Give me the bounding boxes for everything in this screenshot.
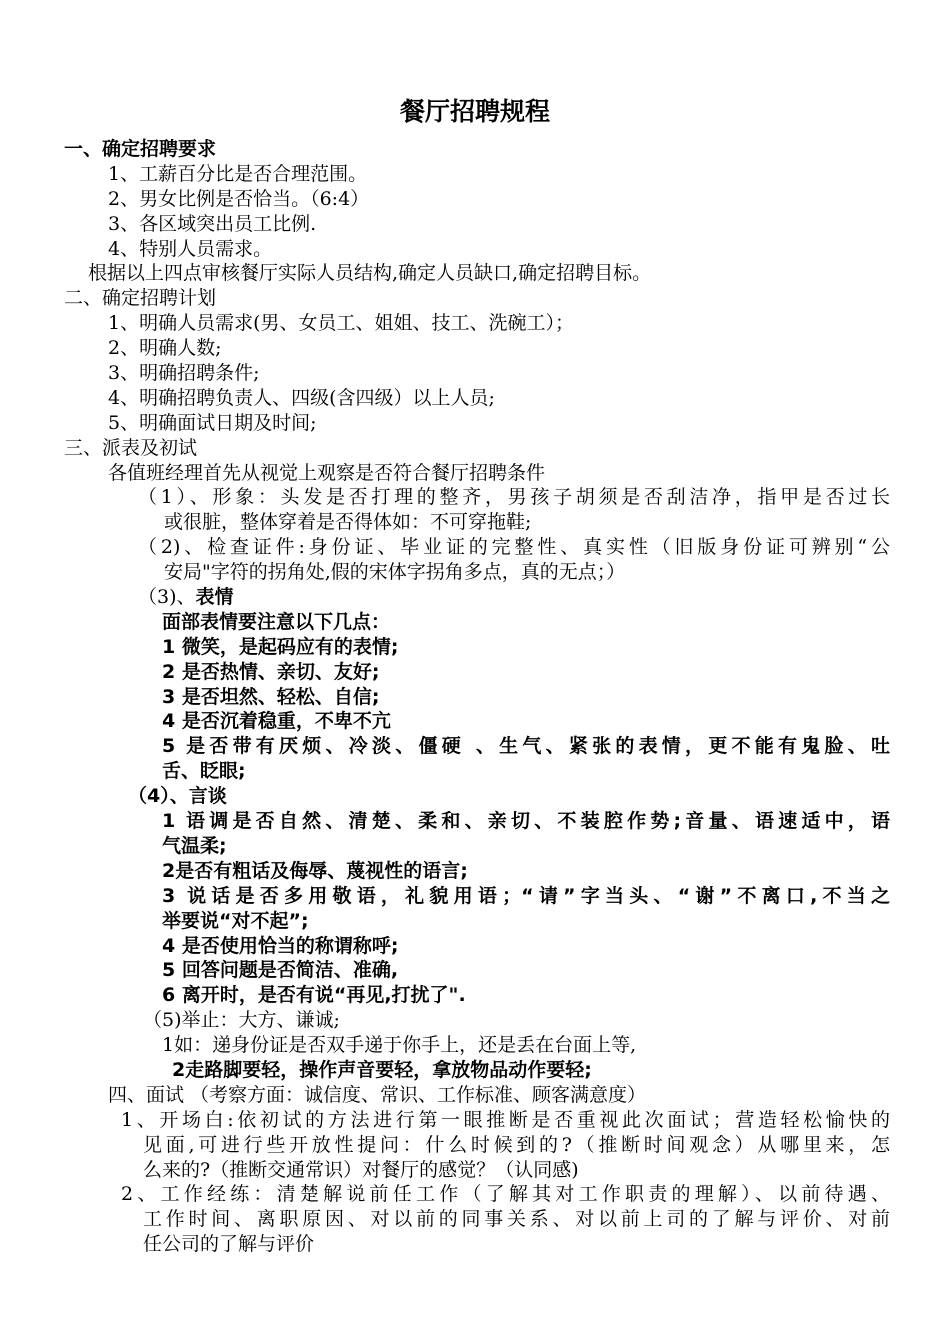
section-1-item: 1、工薪百分比是否合理范围。 (108, 162, 368, 185)
speech-item-line: 1 语调是否自然、清楚、柔和、亲切、不装腔作势;音量、语速适中，语 (162, 810, 890, 833)
expression-item: 1 微笑，是起码应有的表情; (162, 635, 399, 658)
document-check-point-line: （2)、检查证件:身份证、毕业证的完整性、真实性（旧版身份证可辨别“公 (138, 536, 890, 559)
speech-item: 4 是否使用恰当的称谓称呼; (162, 934, 399, 957)
section-2-item: 5、明确面试日期及时间; (108, 411, 317, 434)
section-2-heading: 二、确定招聘计划 (64, 287, 217, 310)
speech-item-line: 举要说“对不起”; (162, 909, 309, 932)
expression-point-label: 表情 (195, 586, 234, 609)
interview-opening-line: 1、开场白:依初试的方法进行第一眼推断是否重视此次面试；营造轻松愉快的 (121, 1108, 890, 1131)
appearance-point-line: 或很脏，整体穿着是否得体如：不可穿拖鞋; (164, 511, 532, 534)
expression-item: 2 是否热情、亲切、友好; (162, 660, 380, 683)
document-check-point-line: 安局"字符的拐角处,假的宋体字拐角多点，真的无点；） (164, 561, 626, 584)
section-1-item: 4、特别人员需求。 (108, 237, 273, 260)
speech-item-line: 气温柔; (162, 834, 227, 857)
interview-experience-line: 任公司的了解与评价 (143, 1233, 315, 1256)
section-2-item: 1、明确人员需求(男、女员工、姐姐、技工、洗碗工）； (108, 312, 575, 335)
interview-experience-line: 2、工作经练：清楚解说前任工作（了解其对工作职责的理解）、以前待遇、 (121, 1183, 890, 1206)
interview-opening-line: 见面,可进行些开放性提问：什么时候到的?（推断时间观念）从哪里来，怎 (143, 1133, 890, 1156)
interview-experience-line: 工作时间、离职原因、对以前的同事关系、对以前上司的了解与评价、对前 (143, 1208, 890, 1231)
document-body (0, 137, 950, 1257)
section-1-item: 3、各区域突出员工比例. (108, 212, 317, 235)
manner-point-heading: （5)举止：大方、谦诚; (143, 1009, 340, 1032)
speech-item: 5 回答问题是否简洁、准确, (162, 959, 399, 982)
expression-intro: 面部表情要注意以下几点： (162, 610, 391, 633)
section-2-item: 3、明确招聘条件; (108, 362, 260, 385)
expression-point-heading (0, 585, 950, 610)
page-title: 餐厅招聘规程 (399, 97, 550, 126)
expression-point-prefix: （3)、 (138, 586, 196, 609)
section-2-item: 2、明确人数; (108, 337, 222, 360)
section-3-heading: 三、派表及初试 (64, 436, 198, 459)
speech-item: 2是否有粗话及侮辱、蔑视性的语言; (162, 859, 468, 882)
expression-item-line: 5 是否带有厌烦、冷淡、僵硬 、生气、紧张的表情，更不能有鬼脸、吐 (162, 735, 890, 758)
section-1-item: 2、男女比例是否恰当。（6:4） (108, 187, 370, 210)
expression-item-line: 舌、眨眼; (162, 760, 246, 783)
appearance-point-line: （1）、形象：头发是否打理的整齐，男孩子胡须是否刮洁净，指甲是否过长 (138, 486, 890, 509)
section-1-heading: 一、确定招聘要求 (64, 138, 217, 160)
section-4-heading: 四、面试 （考察方面：诚信度、常识、工作标准、顾客满意度） (108, 1083, 647, 1106)
speech-item: 6 离开时，是否有说“再见,打扰了". (162, 984, 466, 1007)
speech-point-heading: （4）、言谈 (128, 785, 227, 808)
section-3-intro: 各值班经理首先从视觉上观察是否符合餐厅招聘条件 (108, 461, 546, 484)
expression-item: 3 是否坦然、轻松、自信; (162, 685, 380, 708)
section-1-summary: 根据以上四点审核餐厅实际人员结构,确定人员缺口,确定招聘目标。 (88, 262, 652, 285)
interview-opening-line: 么来的?（推断交通常识）对餐厅的感觉？（认同感) (143, 1158, 579, 1181)
speech-item-line: 3 说话是否多用敬语，礼貌用语；“请”字当头、“谢”不离口,不当之 (162, 884, 890, 907)
section-2-item: 4、明确招聘负责人、四级(含四级）以上人员; (108, 386, 495, 409)
expression-item: 4 是否沉着稳重，不卑不亢 (162, 710, 391, 733)
manner-item: 2走路脚要轻，操作声音要轻，拿放物品动作要轻; (172, 1058, 592, 1081)
manner-item: 1如：递身份证是否双手递于你手上，还是丢在台面上等, (162, 1034, 637, 1057)
